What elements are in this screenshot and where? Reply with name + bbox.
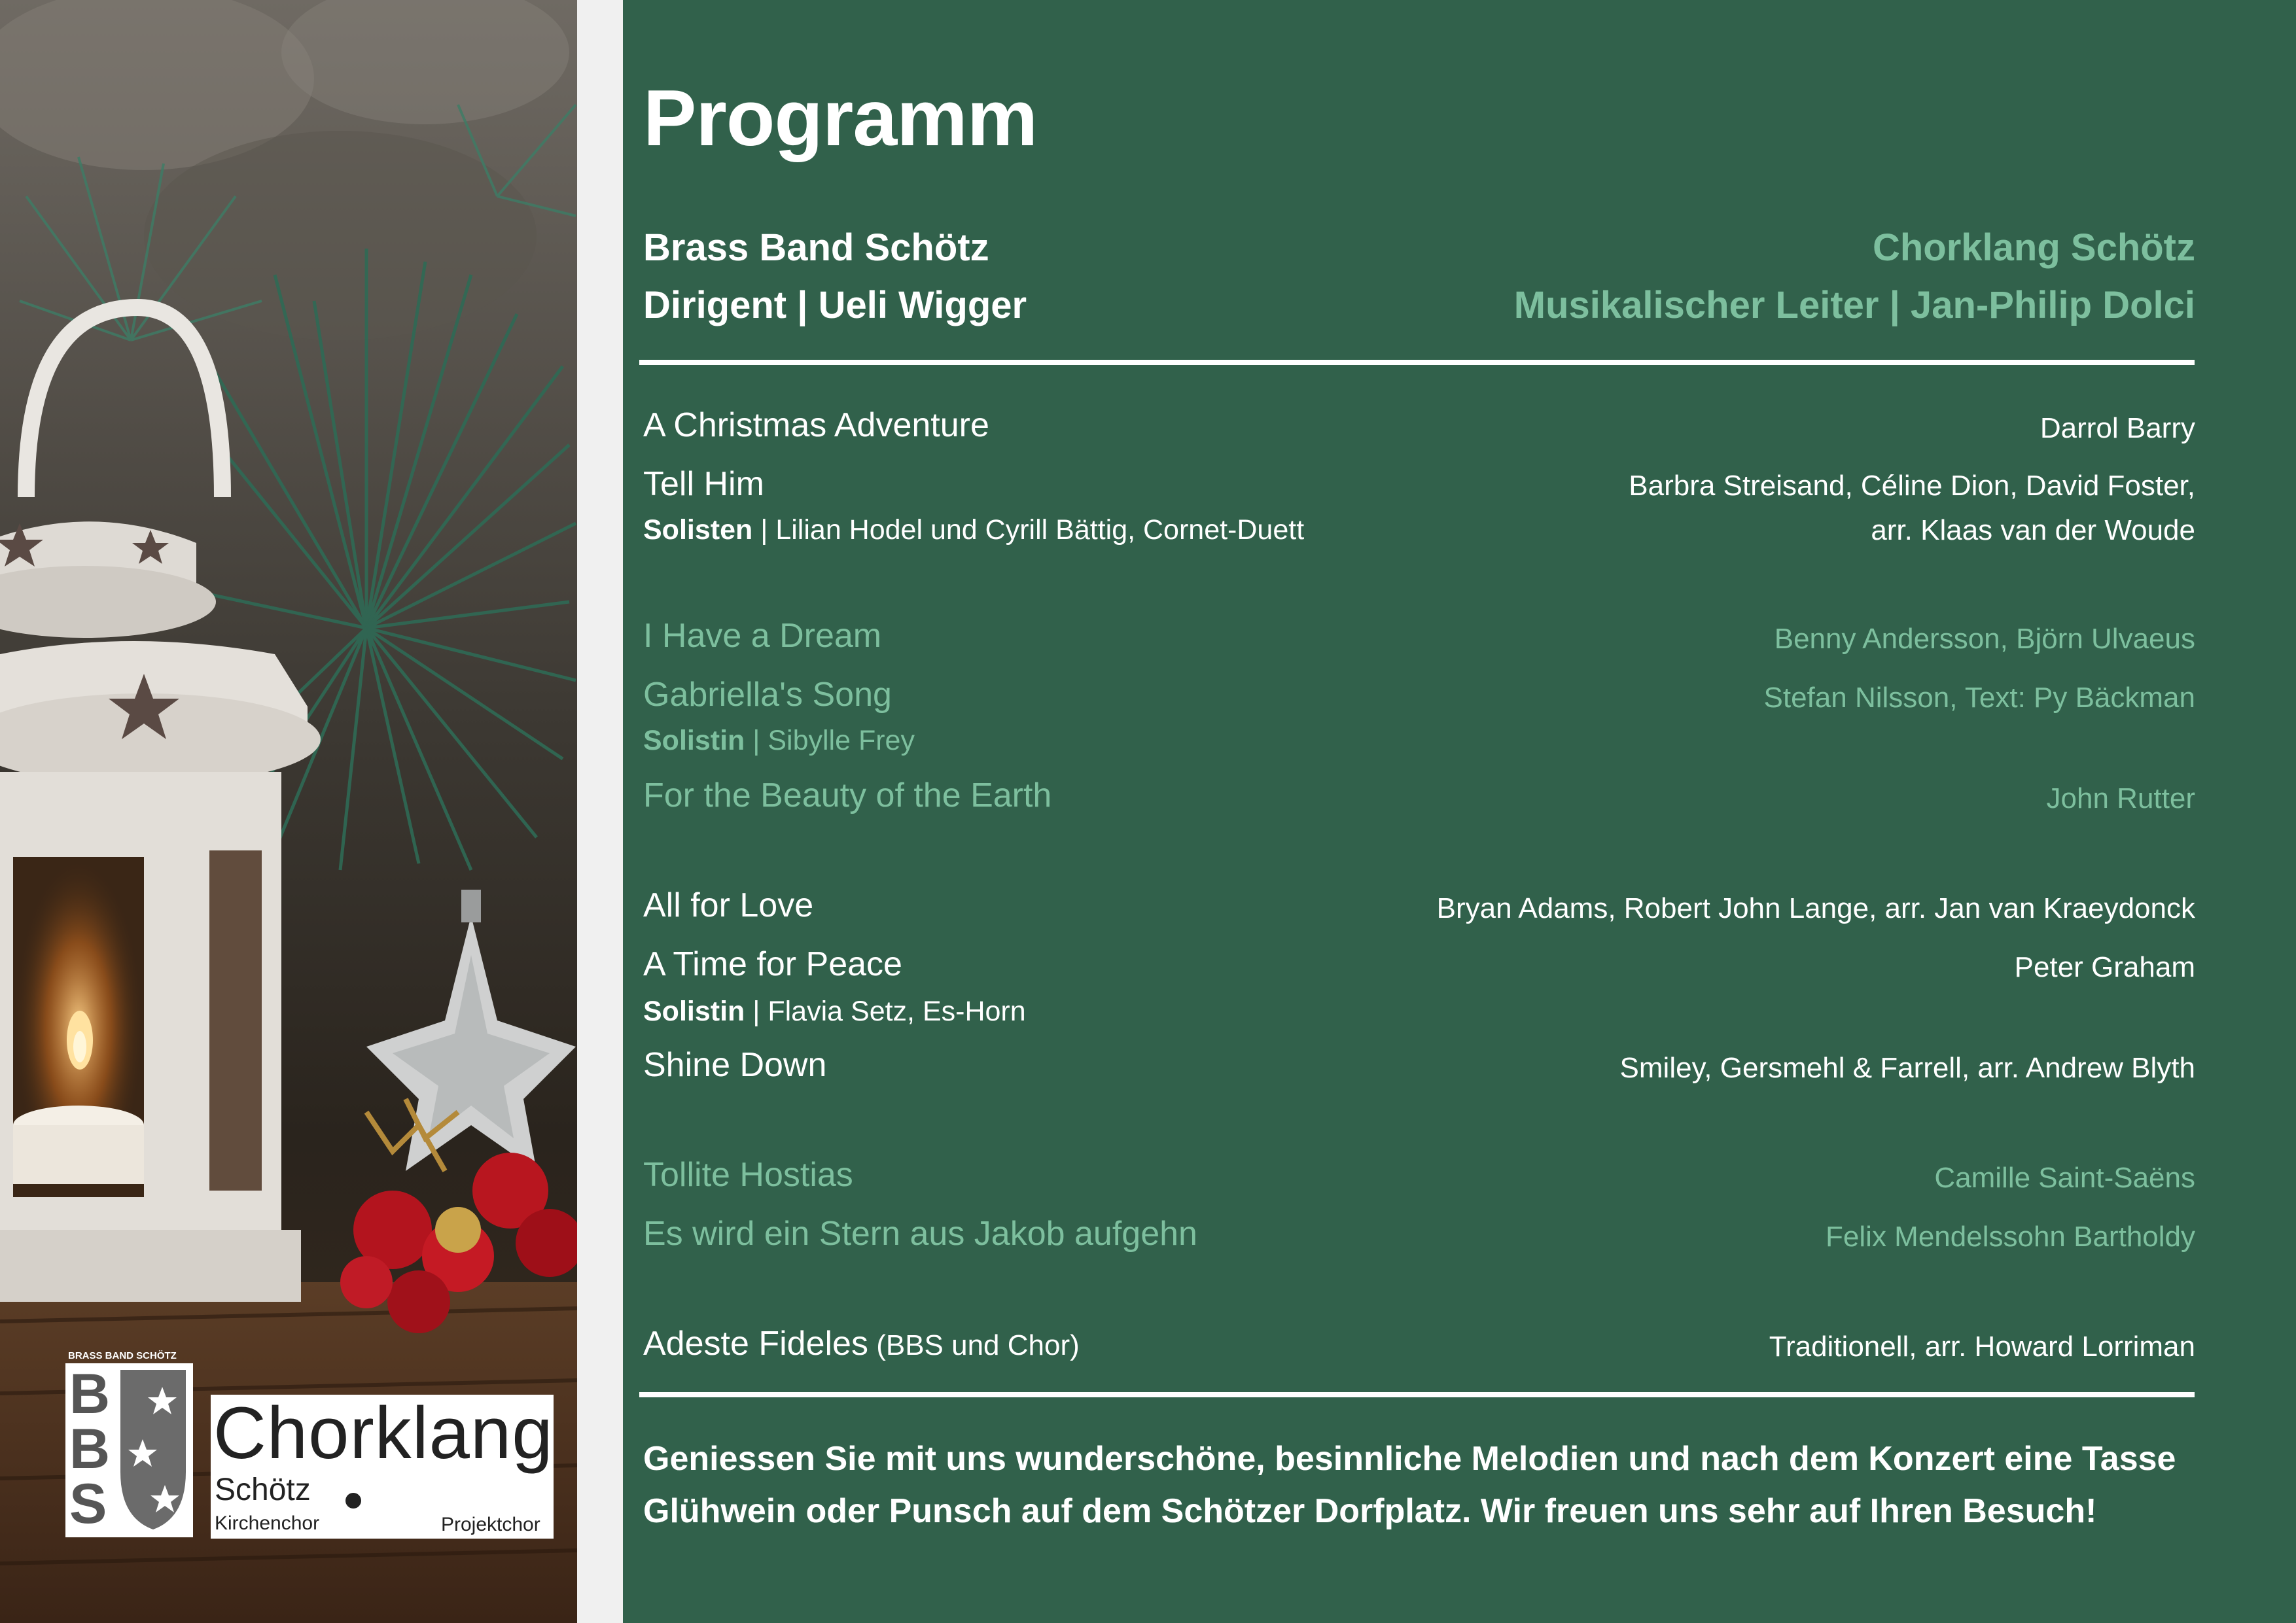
program-item-title: A Christmas Adventure	[643, 406, 989, 444]
bbs-logo-shield-icon	[116, 1367, 190, 1531]
closing-line-2: Glühwein oder Punsch auf dem Schötzer Dorfplatz. Wir freuen uns sehr auf Ihren Besuch!	[643, 1492, 2097, 1530]
choir-name: Chorklang Schötz	[1872, 226, 2195, 269]
bbs-logo-letter-s: S	[69, 1473, 107, 1535]
soloist-text: | Sibylle Frey	[745, 725, 915, 756]
program-item-soloists	[643, 514, 1304, 546]
bbs-logo-letter-b2: B	[69, 1418, 111, 1480]
choir-leader: Musikalischer Leiter | Jan-Philip Dolci	[1513, 284, 2195, 326]
music-note-icon	[345, 1493, 361, 1509]
program-item-composer: Bryan Adams, Robert John Lange, arr. Jan van Kraeydonck	[1436, 892, 2195, 924]
program-item-title: Es wird ein Stern aus Jakob aufgehn	[643, 1215, 1197, 1253]
program-item-soloists	[643, 725, 915, 757]
program-item-title-text: Adeste Fideles	[643, 1325, 868, 1363]
soloist-text: | Flavia Setz, Es-Horn	[745, 996, 1026, 1027]
chorklang-logo-kirchenchor: Kirchenchor	[215, 1512, 320, 1534]
brass-band-name: Brass Band Schötz	[643, 226, 989, 269]
program-item-composer: Benny Andersson, Björn Ulvaeus	[1774, 623, 2195, 655]
program-item-title: For the Beauty of the Earth	[643, 777, 1052, 814]
program-item-title: A Time for Peace	[643, 945, 902, 983]
chorklang-logo	[211, 1392, 554, 1539]
program-item-title: Tell Him	[643, 465, 764, 503]
page-title: Programm	[643, 73, 1038, 162]
program-item-title: Tollite Hostias	[643, 1156, 853, 1194]
program-item-composer: Felix Mendelssohn Bartholdy	[1826, 1221, 2195, 1253]
divider-bottom	[639, 1392, 2195, 1397]
program-item-composer: Smiley, Gersmehl & Farrell, arr. Andrew Blyth	[1619, 1052, 2195, 1084]
program-item-soloists	[643, 996, 1026, 1028]
chorklang-logo-sub: Schötz	[215, 1473, 311, 1507]
program-panel	[623, 0, 2296, 1623]
program-item-composer: Stefan Nilsson, Text: Py Bäckman	[1763, 682, 2195, 714]
program-item-composer: Camille Saint-Saëns	[1934, 1162, 2195, 1194]
divider-top	[639, 360, 2195, 365]
brass-band-conductor: Dirigent | Ueli Wigger	[643, 284, 1027, 326]
soloist-label: Solistin	[643, 725, 745, 756]
program-item-composer: Barbra Streisand, Céline Dion, David Foster,	[1629, 470, 2195, 502]
bbs-logo-top-text: BRASS BAND SCHÖTZ	[68, 1350, 177, 1361]
program-item-composer: Darrol Barry	[2040, 412, 2195, 444]
program-item-title: I Have a Dream	[643, 617, 882, 655]
closing-line-1: Geniessen Sie mit uns wunderschöne, besinnliche Melodien und nach dem Konzert eine Tasse	[643, 1440, 2176, 1478]
program-item-composer-line2: arr. Klaas van der Woude	[1871, 514, 2195, 546]
program-item-title: All for Love	[643, 886, 814, 924]
chorklang-logo-name: Chorklang	[213, 1392, 554, 1474]
program-item-composer: Peter Graham	[2014, 951, 2195, 983]
chorklang-logo-projektchor: Projektchor	[441, 1514, 540, 1535]
program-item-title: Gabriella's Song	[643, 676, 892, 714]
program-item-composer: Traditionell, arr. Howard Lorriman	[1769, 1331, 2195, 1363]
program-item-title: Shine Down	[643, 1046, 827, 1084]
soloist-text: | Lilian Hodel und Cyrill Bättig, Cornet-Duett	[752, 514, 1305, 546]
program-item-title	[643, 1324, 1080, 1363]
program-item-composer: John Rutter	[2046, 782, 2195, 814]
program-item-title-suffix: (BBS und Chor)	[868, 1329, 1080, 1361]
soloist-label: Solistin	[643, 996, 745, 1027]
bbs-logo-letter-b1: B	[69, 1363, 111, 1425]
soloist-label: Solisten	[643, 514, 753, 546]
bbs-logo	[65, 1350, 193, 1537]
page-gutter	[577, 0, 623, 1623]
